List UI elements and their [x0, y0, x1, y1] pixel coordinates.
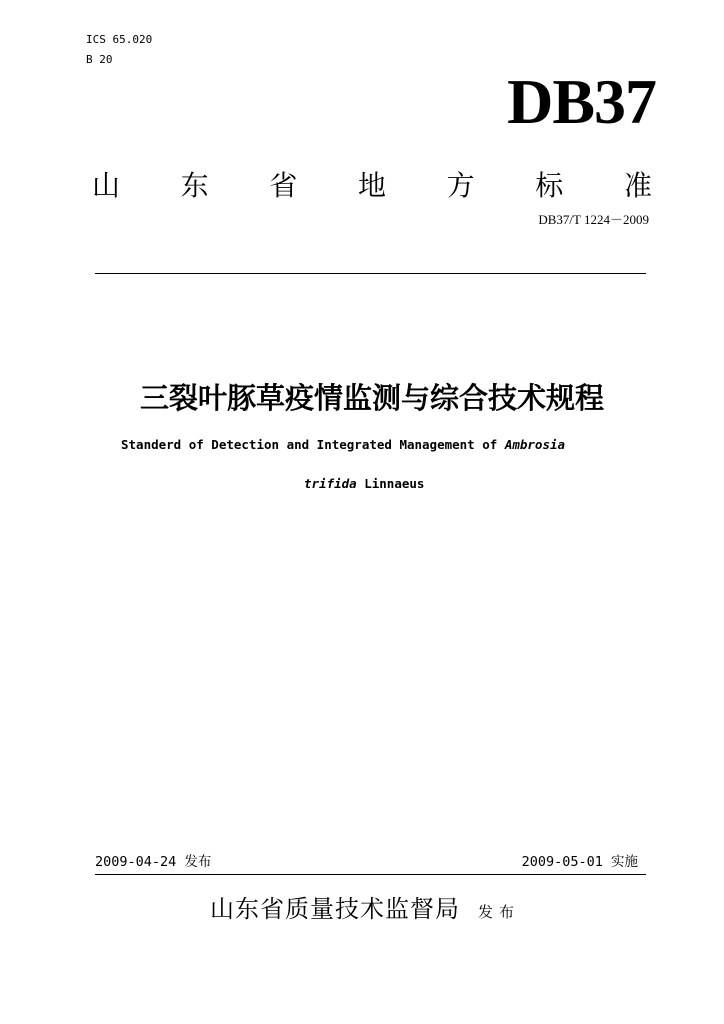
standard-type-char: 标: [535, 169, 564, 202]
issuer-name: 山东省质量技术监督局: [210, 895, 460, 923]
standard-type-char: 东: [180, 169, 209, 202]
title-english-species-genus: Ambrosia: [504, 437, 566, 452]
title-english-author: Linnaeus: [356, 476, 425, 491]
title-english-species-epithet: trifida: [304, 476, 357, 491]
standard-number: DB37/T 1224－2009: [538, 212, 649, 227]
ics-code: ICS 65.020: [86, 33, 153, 46]
standard-type-char: 地: [357, 169, 386, 202]
standard-type-char: 方: [446, 169, 475, 202]
issue-date: 2009-04-24 发布: [95, 854, 212, 870]
standard-type-char: 准: [623, 169, 652, 202]
issuer-block: [210, 892, 520, 926]
issuer-action: 发布: [478, 903, 521, 921]
title-english-line1: [121, 437, 565, 453]
title-english-line2: [304, 476, 424, 492]
db-code: DB37: [507, 66, 656, 137]
ccs-code: B 20: [86, 53, 113, 66]
bottom-divider: [95, 874, 646, 875]
top-divider: [95, 273, 646, 274]
standard-type-char: 省: [269, 169, 298, 202]
title-english-text: Standerd of Detection and Integrated Management of: [121, 437, 505, 452]
implementation-date: 2009-05-01 实施: [521, 854, 638, 870]
title-chinese: 三裂叶豚草疫情监测与综合技术规程: [139, 381, 604, 415]
standard-type-char: 山: [92, 169, 121, 202]
standard-type: [92, 168, 652, 204]
